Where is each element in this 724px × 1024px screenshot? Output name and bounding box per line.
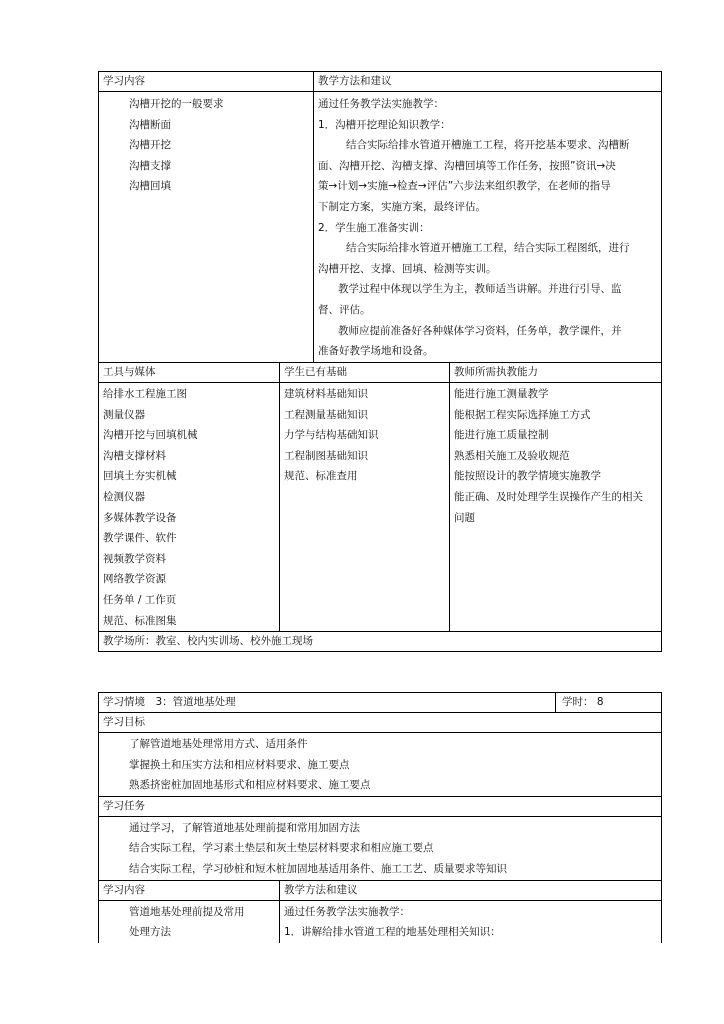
goal-item: 了解管道地基处理常用方式、适用条件 xyxy=(129,738,308,750)
ability-item: 问题 xyxy=(454,511,475,524)
content-body-row-2 xyxy=(99,900,662,943)
task-item: 结合实际工程，学习砂桩和短木桩加固地基适用条件、施工工艺、质量要求等知识 xyxy=(129,862,507,875)
tool-item: 任务单 / 工作页 xyxy=(103,593,177,606)
tasks-label-row xyxy=(99,796,662,816)
section-2-line: 结合实际给排水管道开槽施工工程，结合实际工程图纸，进行 xyxy=(346,242,630,255)
content-item: 沟槽支撑 xyxy=(129,159,171,172)
teacher-ability-header: 教师所需执教能力 xyxy=(450,363,662,383)
ability-item: 能进行施工质量控制 xyxy=(454,429,549,442)
teaching-methods-header: 教学方法和建议 xyxy=(280,880,662,900)
section-1-line: 下制定方案，实施方案，最终评估。 xyxy=(318,200,486,213)
learning-goals-label: 学习目标 xyxy=(99,713,662,733)
content-header-row xyxy=(99,72,662,92)
section-1-title: 1．沟槽开挖理论知识教学： xyxy=(318,118,451,131)
content-item: 沟槽开挖 xyxy=(129,139,171,152)
ability-item: 能按照设计的教学情境实施教学 xyxy=(454,470,601,483)
tool-item: 多媒体教学设备 xyxy=(103,511,177,524)
prior-item: 工程测量基础知识 xyxy=(284,408,368,421)
note-1-line: 督、评估。 xyxy=(318,303,371,316)
ability-item: 能根据工程实际选择施工方式 xyxy=(454,408,591,421)
content-line: 管道地基处理前提及常用 xyxy=(129,905,245,918)
content-line: 处理方法 xyxy=(129,926,171,939)
prior-knowledge-cell xyxy=(280,383,450,632)
tasks-body-row xyxy=(99,816,662,880)
content-item: 沟槽回填 xyxy=(129,180,171,193)
learning-tasks-cell xyxy=(99,816,662,880)
teaching-methods-header: 教学方法和建议 xyxy=(314,72,662,92)
task-item: 通过学习，了解管道地基处理前提和常用加固方法 xyxy=(129,821,360,834)
section-1-line: 面、沟槽开挖、沟槽支撑、沟槽回填等工作任务，按照”资讯→决 xyxy=(318,159,616,172)
prior-item: 规范、标准查用 xyxy=(284,470,358,483)
teaching-methods-cell xyxy=(314,92,662,363)
prior-item: 建筑材料基础知识 xyxy=(284,388,368,400)
content-body-row xyxy=(99,92,662,363)
tools-media-header: 工具与媒体 xyxy=(99,363,280,383)
scenario-row xyxy=(99,693,662,713)
note-1-line: 教学过程中体现以学生为主，教师适当讲解。并进行引导、监 xyxy=(338,283,622,296)
prior-item: 力学与结构基础知识 xyxy=(284,429,379,442)
content-item: 沟槽开挖的一般要求 xyxy=(129,98,224,110)
learning-scenario-title: 学习情境 3：管道地基处理 xyxy=(99,693,556,713)
teaching-plan-table-2 xyxy=(98,692,662,943)
tool-item: 给排水工程施工图 xyxy=(103,388,187,400)
venue-row xyxy=(99,632,662,652)
prior-item: 工程制图基础知识 xyxy=(284,449,368,462)
goal-item: 熟悉挤密桩加固地基形式和相应材料要求、施工要点 xyxy=(129,779,371,792)
tool-item: 沟槽开挖与回填机械 xyxy=(103,429,198,442)
note-2-line: 教师应提前准备好各种媒体学习资料，任务单，教学课件，并 xyxy=(338,324,622,337)
tool-item: 视频教学资料 xyxy=(103,552,166,565)
section-2-line: 沟槽开挖、支撑、回填、检测等实训。 xyxy=(318,262,497,275)
resources-body-row xyxy=(99,383,662,632)
method-intro: 通过任务教学法实施教学： xyxy=(318,98,444,110)
learning-content-header: 学习内容 xyxy=(99,880,280,900)
goals-label-row xyxy=(99,713,662,733)
note-2-line: 准备好教学场地和设备。 xyxy=(318,345,434,358)
tool-item: 教学课件、软件 xyxy=(103,532,177,545)
method-item: 1．讲解给排水管道工程的地基处理相关知识： xyxy=(284,926,501,939)
ability-item: 能进行施工测量教学 xyxy=(454,388,549,400)
learning-goals-cell xyxy=(99,733,662,797)
method-intro: 通过任务教学法实施教学： xyxy=(284,905,410,918)
goal-item: 掌握换土和压实方法和相应材料要求、施工要点 xyxy=(129,758,350,771)
section-1-line: 策→计划→实施→检查→评估”六步法来组织教学，在老师的指导 xyxy=(318,180,611,193)
goals-body-row xyxy=(99,733,662,797)
task-item: 结合实际工程，学习素土垫层和灰土垫层材料要求和相应施工要点 xyxy=(129,842,434,855)
section-1-line: 结合实际给排水管道开槽施工工程，将开挖基本要求、沟槽断 xyxy=(346,139,630,152)
prior-knowledge-header: 学生已有基础 xyxy=(280,363,450,383)
ability-item: 能正确、及时处理学生误操作产生的相关 xyxy=(454,490,643,503)
teaching-methods-cell xyxy=(280,900,662,943)
learning-content-header: 学习内容 xyxy=(99,72,314,92)
teaching-venue: 教学场所：教室、校内实训场、校外施工现场 xyxy=(99,632,662,652)
learning-content-cell xyxy=(99,900,280,943)
resources-header-row xyxy=(99,363,662,383)
section-2-title: 2．学生施工准备实训： xyxy=(318,221,430,234)
tool-item: 网络教学资源 xyxy=(103,573,166,586)
tool-item: 沟槽支撑材料 xyxy=(103,449,166,462)
class-hours: 学时： 8 xyxy=(556,693,662,713)
content-item: 沟槽断面 xyxy=(129,118,171,131)
ability-item: 熟悉相关施工及验收规范 xyxy=(454,449,570,462)
tool-item: 测量仪器 xyxy=(103,408,145,421)
learning-tasks-label: 学习任务 xyxy=(99,796,662,816)
tool-item: 检测仪器 xyxy=(103,490,145,503)
tool-item: 回填土夯实机械 xyxy=(103,470,177,483)
teaching-plan-table-1 xyxy=(98,71,662,652)
content-header-row-2 xyxy=(99,880,662,900)
tools-media-cell xyxy=(99,383,280,632)
tool-item: 规范、标准图集 xyxy=(103,614,177,627)
teacher-ability-cell xyxy=(450,383,662,632)
learning-content-cell xyxy=(99,92,314,363)
